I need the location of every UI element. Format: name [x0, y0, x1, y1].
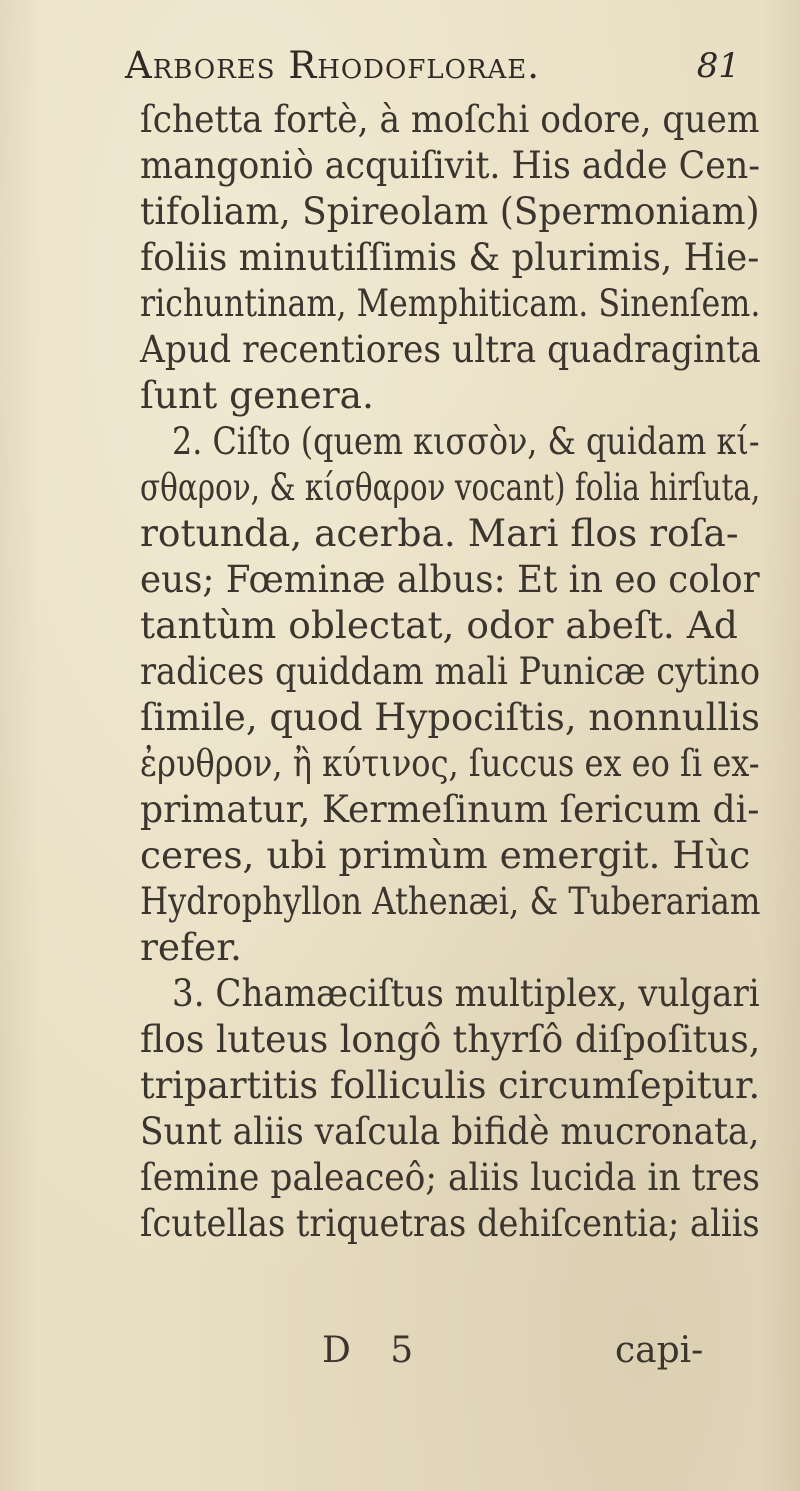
text-line-14: ſimile, quod Hypociſtis, nonnullis — [140, 695, 760, 739]
text-line-19: refer. — [140, 925, 242, 969]
text-line-7: ſunt genera. — [140, 373, 374, 417]
text-line-9: σθαρον, & κίσθαρον vocant) folia hirſuta, — [140, 465, 761, 509]
text-line-6: Apud recentiores ultra quadraginta — [140, 327, 761, 371]
text-line-16: primatur, Kermeſinum ſericum di- — [140, 787, 760, 831]
page-header — [80, 38, 740, 94]
text-line-25: ſcutellas triquetras dehiſcentia; aliis — [140, 1201, 760, 1245]
text-line-20: 3. Chamæciſtus multiplex, vulgari — [172, 971, 760, 1015]
text-line-23: Sunt aliis vaſcula bifidè mucronata, — [140, 1109, 760, 1153]
text-line-18: Hydrophyllon Athenæi, & Tuberariam — [140, 879, 761, 923]
text-line-15: ἐρυθρον, ἢ κύτινος, ſuccus ex eo ſi ex- — [140, 741, 760, 785]
text-line-11: eus; Fœminæ albus: Et in eo color — [140, 557, 760, 601]
text-line-24: ſemine paleaceô; aliis lucida in tres — [140, 1155, 760, 1199]
text-line-2: mangoniò acquiſivit. His adde Cen- — [140, 143, 760, 187]
text-line-1: ſchetta fortè, à moſchi odore, quem — [140, 97, 760, 141]
signature-mark: D 5 — [322, 1330, 428, 1371]
text-line-17: ceres, ubi primùm emergit. Hùc — [140, 833, 751, 877]
text-line-8: 2. Ciſto (quem κισσὸν, & quidam κί- — [172, 419, 760, 463]
catchword: capi- — [615, 1330, 704, 1371]
text-line-4: foliis minutiſſimis & plurimis, Hie- — [140, 235, 760, 279]
text-line-5: richuntinam, Memphiticam. Sinenſem. — [140, 281, 761, 325]
text-line-21: flos luteus longô thyrſô diſpoſitus, — [140, 1017, 761, 1061]
page-number: 81 — [696, 46, 740, 86]
text-line-10: rotunda, acerba. Mari flos roſa- — [140, 511, 739, 555]
text-line-3: tifoliam, Spireolam (Spermoniam) — [140, 189, 760, 233]
text-line-22: tripartitis folliculis circumſepitur. — [140, 1063, 761, 1107]
page-footer — [0, 1330, 800, 1380]
text-line-12: tantùm oblectat, odor abeſt. Ad — [140, 603, 738, 647]
running-head: Arbores Rhodoflorae. — [125, 44, 541, 87]
text-line-13: radices quiddam mali Punicæ cytino — [140, 649, 761, 693]
